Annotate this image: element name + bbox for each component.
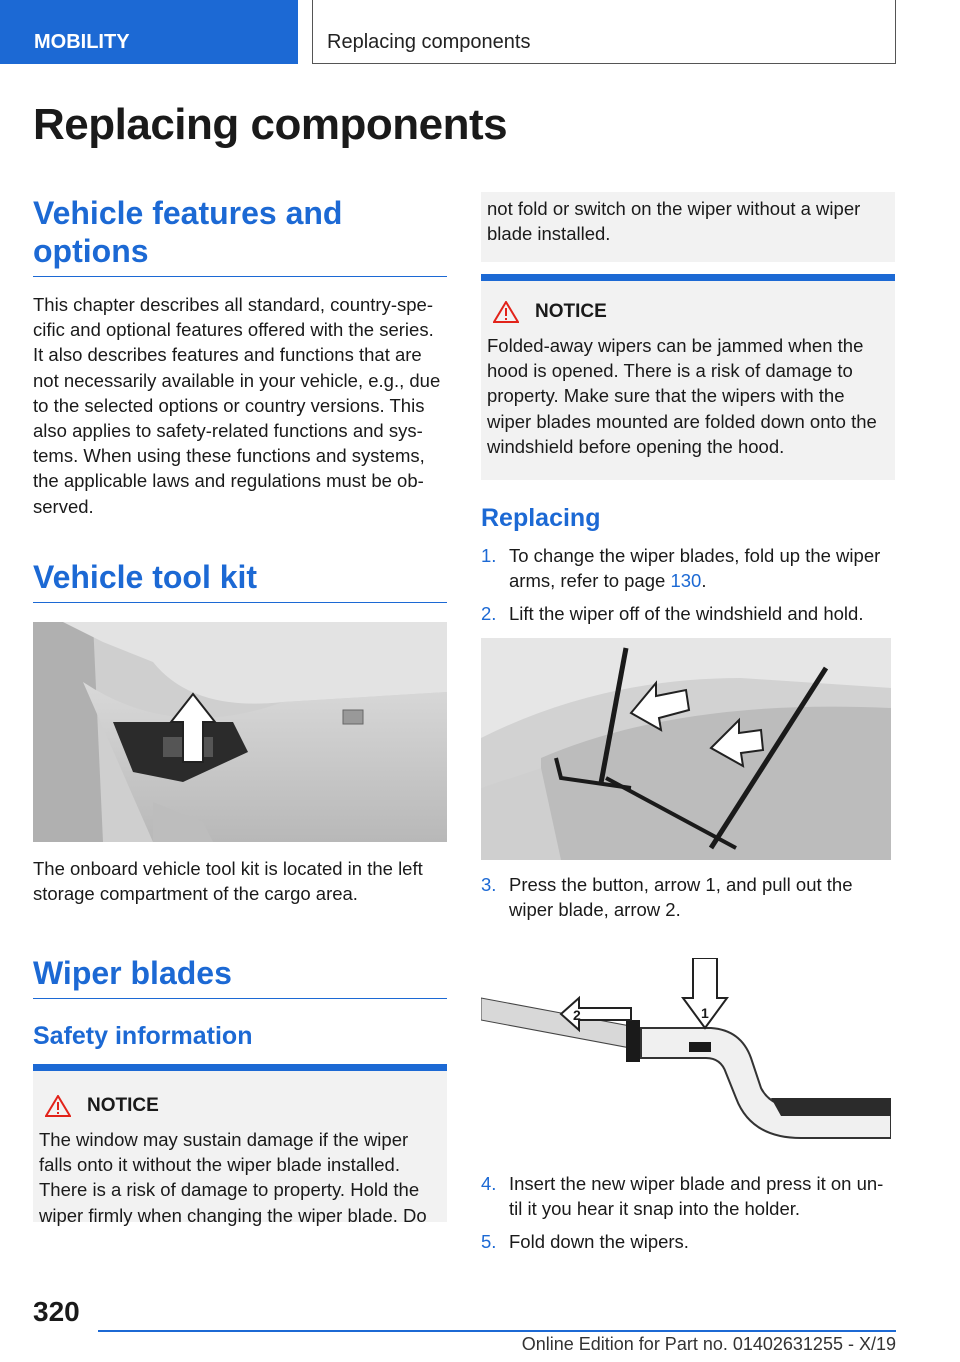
toolkit-heading: Vehicle tool kit: [33, 558, 447, 603]
step-1: 1. To change the wiper blades, fold up the wiper arms, refer to page 130.: [481, 545, 881, 592]
toolkit-text: The onboard vehicle tool kit is located in the left storage compartment of the cargo area.: [33, 858, 423, 905]
warning-icon: [45, 1095, 71, 1117]
notice-text: Folded-away wipers can be jammed when the hood is opened. There is a risk of damage to property. Make sure that the wipers with the wiper blades mounted are folded down onto the windshield before opening the hood.: [487, 335, 877, 457]
step-2: 2. Lift the wiper off of the windshield and hold.: [481, 603, 864, 625]
notice-label: NOTICE: [87, 1095, 159, 1116]
step-4: 4. Insert the new wiper blade and press it on un-til it you hear it snap into the holder.: [481, 1173, 884, 1220]
toolkit-figure: [33, 622, 447, 842]
wiper-heading: Wiper blades: [33, 954, 447, 999]
notice-continued: not fold or switch on the wiper without a wiper blade installed.: [481, 192, 895, 262]
safety-heading: Safety information: [33, 1022, 253, 1050]
section-tab: MOBILITY: [0, 0, 298, 64]
notice-box-1: [33, 1064, 447, 1226]
steps-list-a: [481, 543, 895, 627]
page-title: Replacing components: [33, 100, 508, 149]
page-link[interactable]: 130: [670, 570, 702, 592]
arrow-2-label: 2: [573, 1007, 581, 1023]
notice-text: The window may sustain damage if the wiper falls onto it without the wiper blade installed. There is a risk of damage to property. Hold the wiper firmly when changing the wiper blade. Do: [39, 1129, 427, 1226]
arrow-1-label: 1: [701, 1005, 709, 1021]
features-heading: Vehicle features and options: [33, 194, 447, 277]
edition-note: Online Edition for Part no. 01402631255 - X/19: [521, 1334, 896, 1354]
page-number: 320: [33, 1296, 80, 1327]
notice-label: NOTICE: [535, 301, 607, 322]
footer-rule: [98, 1330, 896, 1332]
wiper-blade-figure: [481, 958, 891, 1158]
notice-box-2: [481, 274, 895, 480]
steps-list-c: [481, 1171, 895, 1255]
steps-list-b: [481, 872, 895, 922]
replacing-heading: Replacing: [481, 504, 601, 532]
chapter-header: Replacing components: [312, 0, 896, 64]
warning-icon: [493, 301, 519, 323]
features-text: This chapter describes all standard, country-spe-cific and optional features offered with the series. It also describes features and functions that are not necessarily available in your vehicle, e.g., due to the selected options or country versions. This also applies to safety-related functions and sys-tems. When using these functions and systems, the applicable laws and regulations must be ob-served.: [33, 294, 441, 517]
step-3: 3. Press the button, arrow 1, and pull out the wiper blade, arrow 2.: [481, 874, 853, 921]
step-5: 5. Fold down the wipers.: [481, 1231, 689, 1253]
wiper-arms-figure: [481, 638, 891, 860]
